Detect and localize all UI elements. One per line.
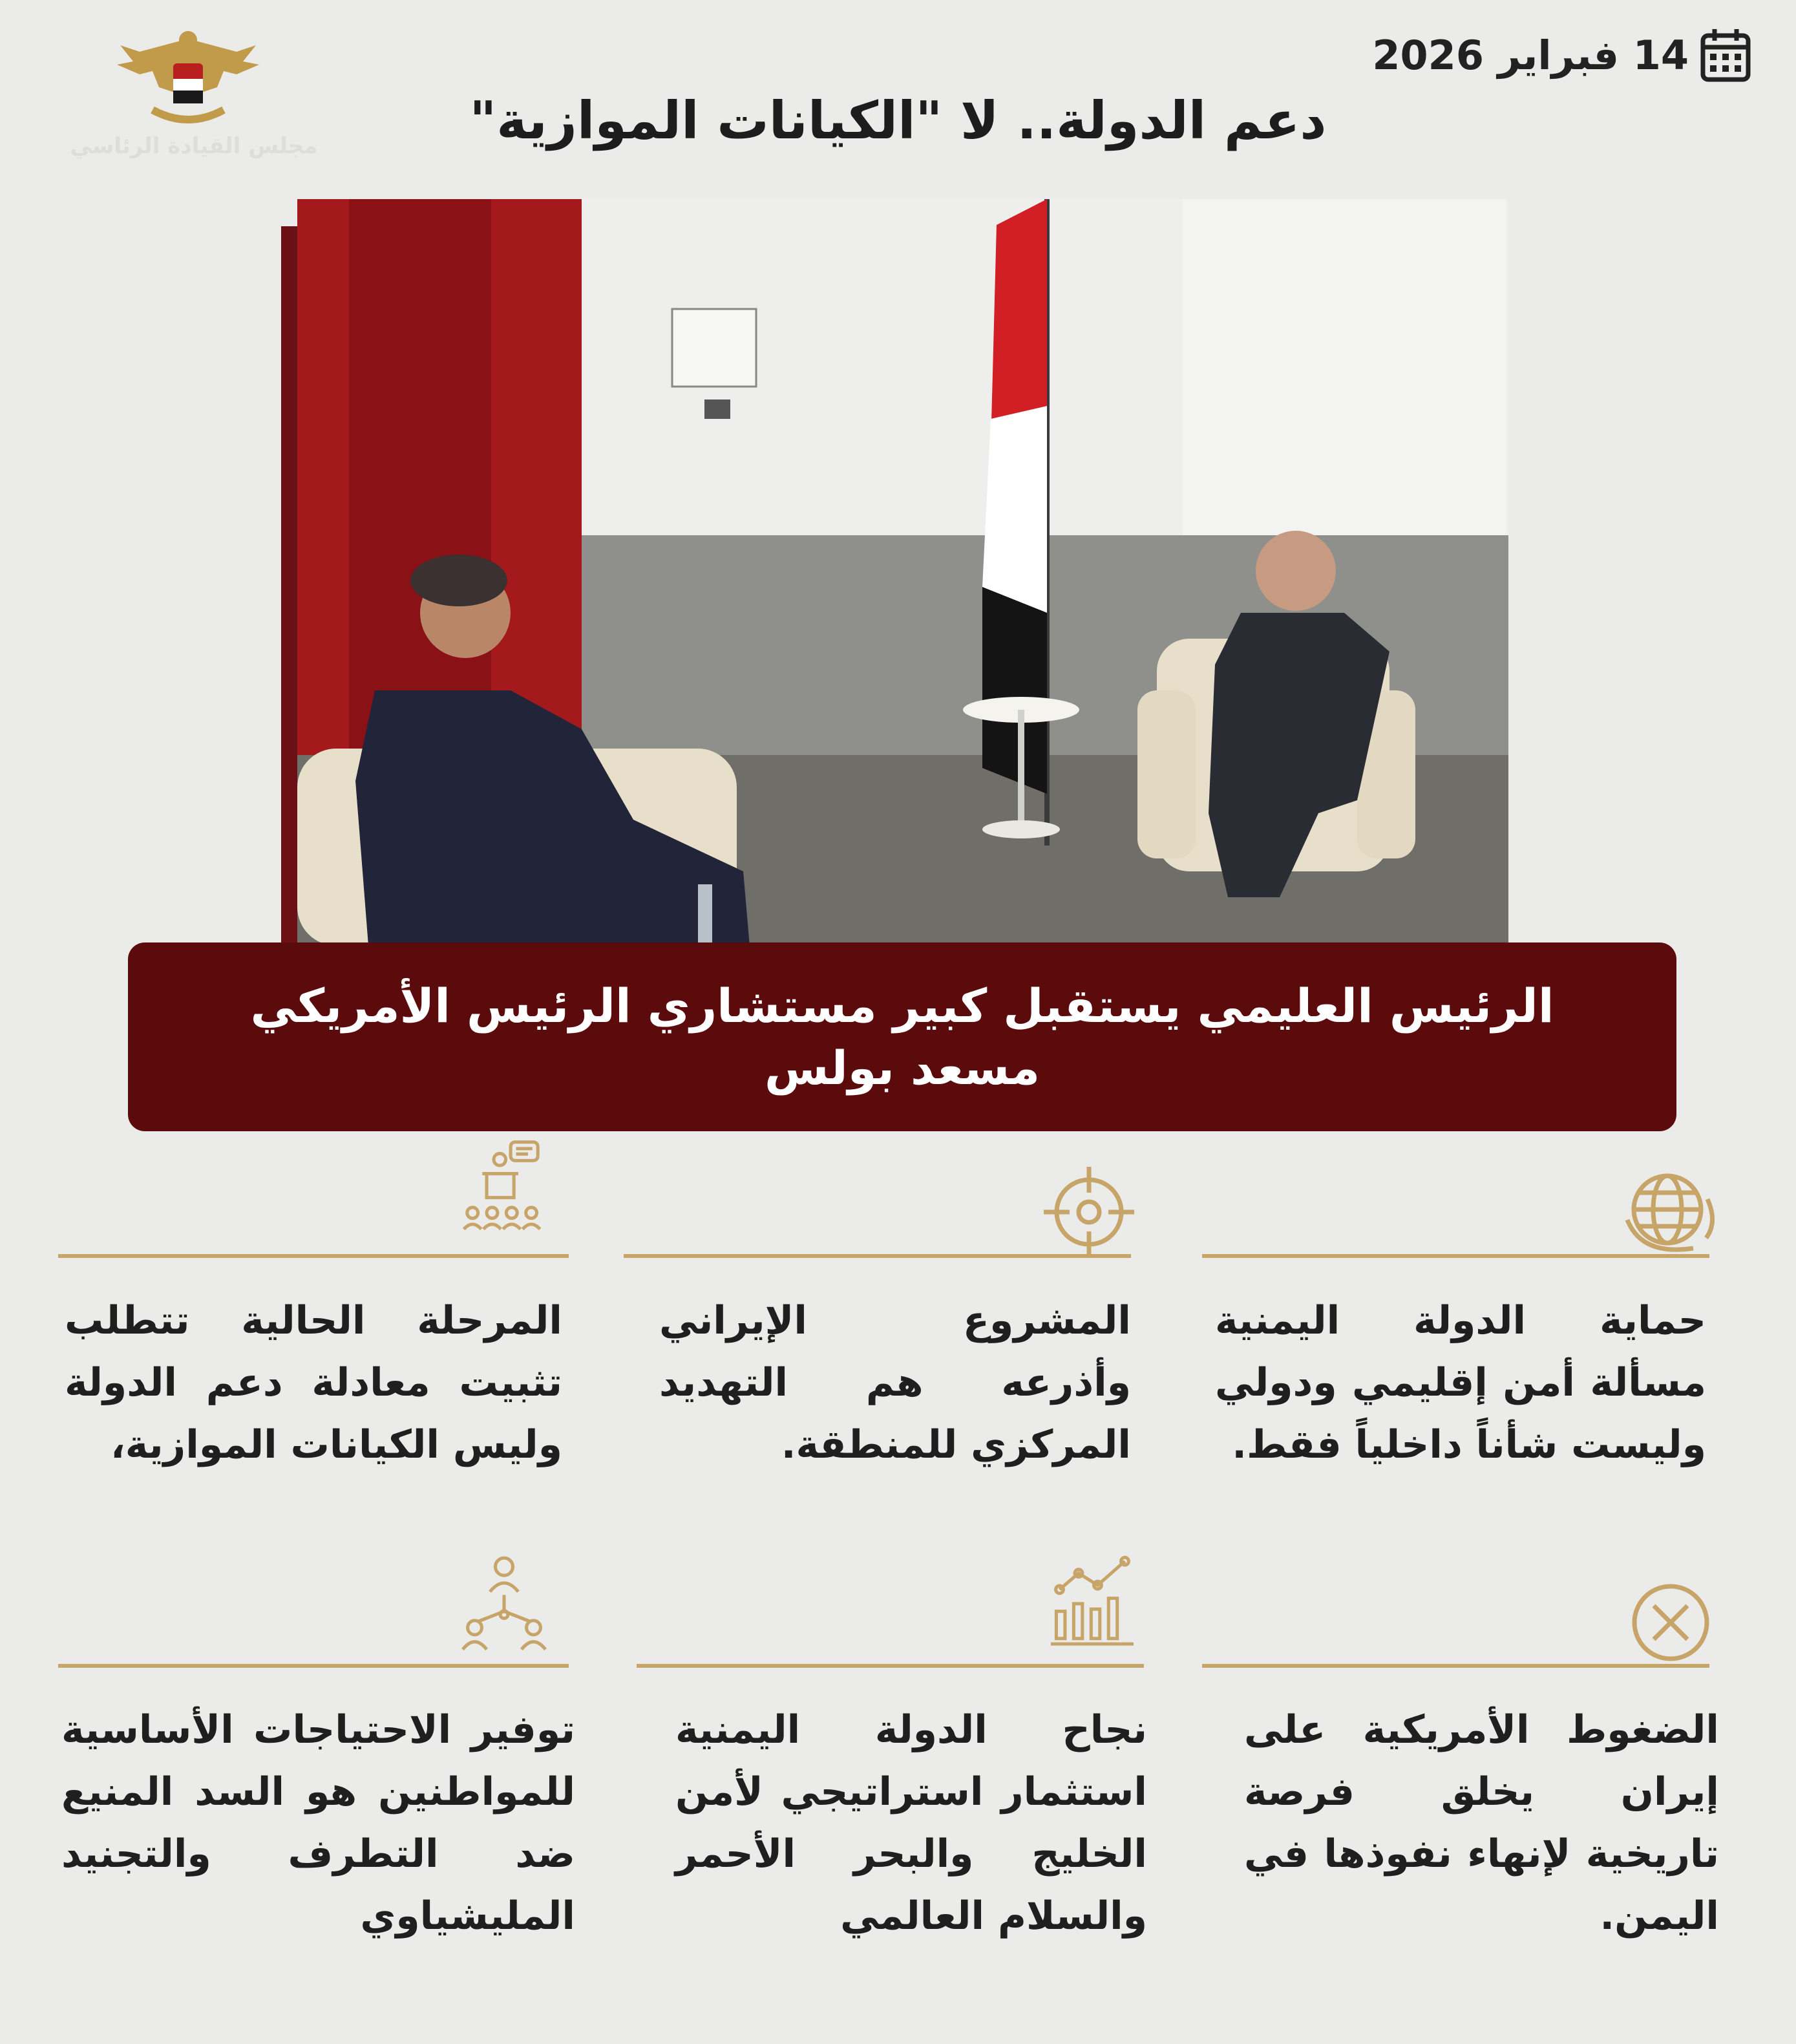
calendar-icon (1700, 28, 1751, 82)
key-point-6: توفير الاحتياجات الأساسية للمواطنين هو السد المنيع ضد التطرف والتجنيد المليشياوي (61, 1707, 575, 1939)
divider-rule (624, 1254, 1131, 1258)
banner-title-line2: مسعد بولس (764, 1041, 1041, 1095)
key-point-2: المشروع الإيراني وأذرعه هم التهديد المركزي للمنطقة. (659, 1298, 1131, 1467)
x-circle-icon (1619, 1571, 1722, 1674)
target-crosshair-icon (1037, 1160, 1141, 1264)
date-row (1372, 26, 1751, 84)
banner-title-line1: الرئيس العليمي يستقبل كبير مستشاري الرئيس الأمريكي (250, 979, 1554, 1033)
divider-rule (1202, 1664, 1709, 1668)
growth-chart-icon (1041, 1551, 1144, 1655)
divider-rule (58, 1254, 569, 1258)
meeting-photo (297, 199, 1508, 946)
divider-rule (637, 1664, 1144, 1668)
people-network-icon (452, 1551, 556, 1655)
page-headline: دعم الدولة.. لا "الكيانات الموازية" (469, 90, 1327, 151)
headline-banner (128, 942, 1676, 1131)
publish-date: 14 فبراير 2026 (1372, 31, 1689, 79)
divider-rule (1202, 1254, 1709, 1258)
divider-rule (58, 1664, 569, 1668)
podium-audience-icon (452, 1138, 556, 1241)
globe-icon (1616, 1160, 1719, 1264)
key-point-4: الضغوط الأمريكية على إيران يخلق فرصة تاريخية لإنهاء نفوذها في اليمن. (1244, 1707, 1719, 1939)
key-point-5: نجاح الدولة اليمنية استثمار استراتيجي لأمن الخليج والبحر الأحمر والسلام العالمي (675, 1707, 1147, 1939)
key-point-3: المرحلة الحالية تتطلب تثبيت معادلة دعم الدولة وليس الكيانات الموازية، (65, 1298, 562, 1467)
org-name: مجلس القيادة الرئاسي (70, 133, 318, 159)
key-point-1: حماية الدولة اليمنية مسألة أمن إقليمي ودولي وليست شأناً داخلياً فقط. (1215, 1298, 1706, 1467)
